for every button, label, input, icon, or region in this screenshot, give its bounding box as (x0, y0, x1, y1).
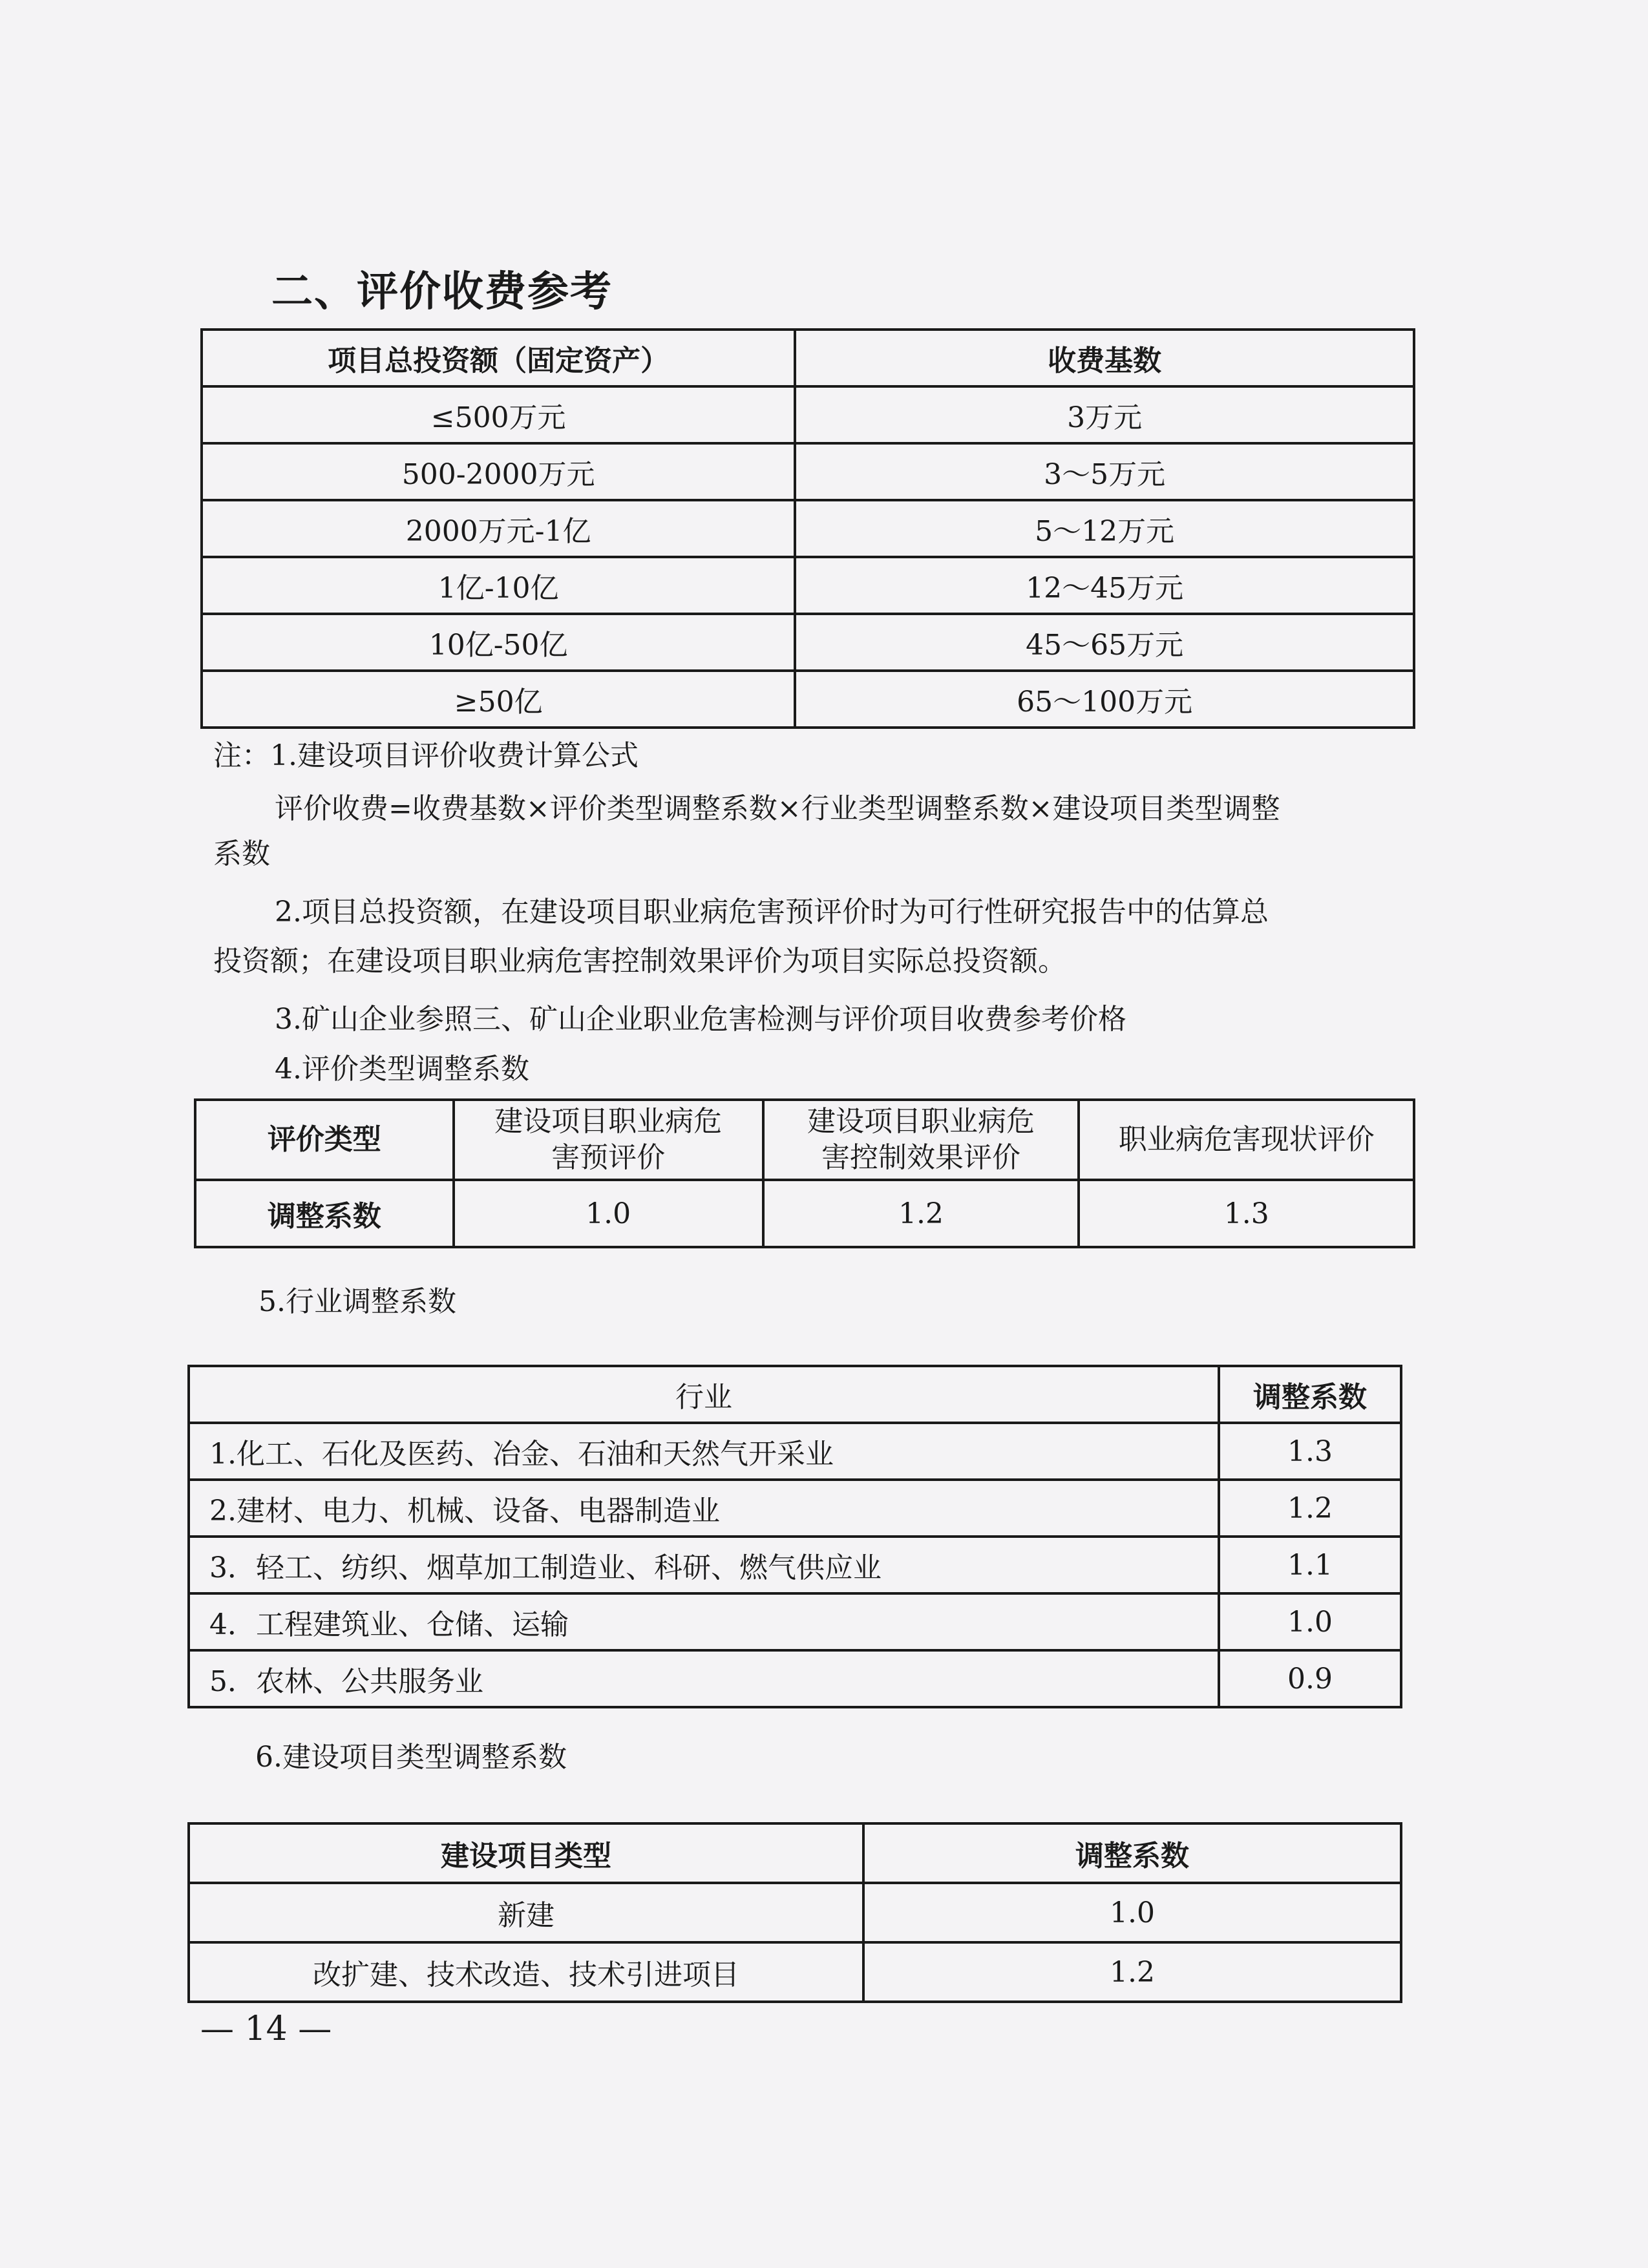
table-header-row (189, 1366, 1401, 1423)
table-cell: 1.化工、石化及医药、冶金、石油和天然气开采业 (189, 1423, 1219, 1480)
fee-base-table (200, 328, 1415, 729)
column-header: 行业 (189, 1366, 1219, 1423)
table-row (189, 1423, 1401, 1480)
table-cell: 1.2 (863, 1942, 1401, 2002)
table-cell: 5．农林、公共服务业 (189, 1650, 1219, 1707)
table-cell: 1.2 (763, 1180, 1079, 1247)
column-header: 调整系数 (1219, 1366, 1401, 1423)
table-cell: 1亿-10亿 (202, 557, 795, 614)
table-cell: 3万元 (795, 386, 1414, 443)
table-cell: 3～5万元 (795, 443, 1414, 500)
header-line: 害预评价 (551, 1141, 666, 1174)
note-5: 5.行业调整系数 (259, 1285, 456, 1318)
row-header: 调整系数 (195, 1180, 454, 1247)
table-cell: 0.9 (1219, 1650, 1401, 1707)
industry-coefficient-table (187, 1365, 1402, 1708)
table-row (189, 1537, 1401, 1593)
column-header: 调整系数 (863, 1823, 1401, 1883)
table-row (202, 614, 1414, 671)
section-heading: 二、评价收费参考 (271, 268, 613, 316)
header-line: 建设项目职业病危 (494, 1105, 723, 1138)
table-cell: ≥50亿 (202, 671, 795, 728)
column-header: 职业病危害现状评价 (1079, 1100, 1414, 1180)
note-6: 6.建设项目类型调整系数 (255, 1741, 567, 1774)
column-header: 评价类型 (195, 1100, 454, 1180)
table-cell: 5～12万元 (795, 500, 1414, 557)
table-header-row (189, 1823, 1401, 1883)
table-row (202, 500, 1414, 557)
table-row (189, 1883, 1401, 1942)
table-row (202, 443, 1414, 500)
column-header (454, 1100, 763, 1180)
note-1-formula-cont: 系数 (213, 837, 270, 870)
table-cell: 12～45万元 (795, 557, 1414, 614)
table-cell: 1.1 (1219, 1537, 1401, 1593)
note-1-title: 注：1.建设项目评价收费计算公式 (213, 739, 639, 772)
note-1-formula: 评价收费=收费基数×评价类型调整系数×行业类型调整系数×建设项目类型调整 (275, 792, 1280, 825)
table-cell: 1.0 (1219, 1593, 1401, 1650)
table-cell: 3．轻工、纺织、烟草加工制造业、科研、燃气供应业 (189, 1537, 1219, 1593)
header-line: 害控制效果评价 (821, 1141, 1021, 1174)
project-type-table (187, 1822, 1402, 2003)
note-2: 2.项目总投资额，在建设项目职业病危害预评价时为可行性研究报告中的估算总 (275, 896, 1269, 929)
table-cell: 45～65万元 (795, 614, 1414, 671)
table-row (189, 1480, 1401, 1537)
table-cell: 1.3 (1079, 1180, 1414, 1247)
note-4: 4.评价类型调整系数 (275, 1053, 529, 1086)
table-row (202, 671, 1414, 728)
table-cell: 2000万元-1亿 (202, 500, 795, 557)
column-header: 建设项目类型 (189, 1823, 863, 1883)
table-row (202, 557, 1414, 614)
page-number: — 14 — (200, 2010, 332, 2048)
table-header-row (202, 330, 1414, 386)
table-cell: 新建 (189, 1883, 863, 1942)
header-line: 建设项目职业病危 (807, 1105, 1035, 1138)
column-header: 项目总投资额（固定资产） (202, 330, 795, 386)
table-cell: 1.0 (863, 1883, 1401, 1942)
table-cell: 500-2000万元 (202, 443, 795, 500)
note-2-cont: 投资额；在建设项目职业病危害控制效果评价为项目实际总投资额。 (213, 945, 1066, 978)
column-header: 收费基数 (795, 330, 1414, 386)
table-row (202, 386, 1414, 443)
table-row (189, 1593, 1401, 1650)
table-cell: 2.建材、电力、机械、设备、电器制造业 (189, 1480, 1219, 1537)
table-cell: 4．工程建筑业、仓储、运输 (189, 1593, 1219, 1650)
table-cell: 1.3 (1219, 1423, 1401, 1480)
column-header (763, 1100, 1079, 1180)
table-header-row (195, 1100, 1414, 1180)
table-cell: 1.2 (1219, 1480, 1401, 1537)
table-row (189, 1650, 1401, 1707)
evaluation-type-table (194, 1098, 1415, 1248)
table-cell: ≤500万元 (202, 386, 795, 443)
table-row (189, 1942, 1401, 2002)
table-cell: 改扩建、技术改造、技术引进项目 (189, 1942, 863, 2002)
table-cell: 10亿-50亿 (202, 614, 795, 671)
table-row (195, 1180, 1414, 1247)
note-3: 3.矿山企业参照三、矿山企业职业危害检测与评价项目收费参考价格 (275, 1003, 1126, 1036)
table-cell: 1.0 (454, 1180, 763, 1247)
table-cell: 65～100万元 (795, 671, 1414, 728)
